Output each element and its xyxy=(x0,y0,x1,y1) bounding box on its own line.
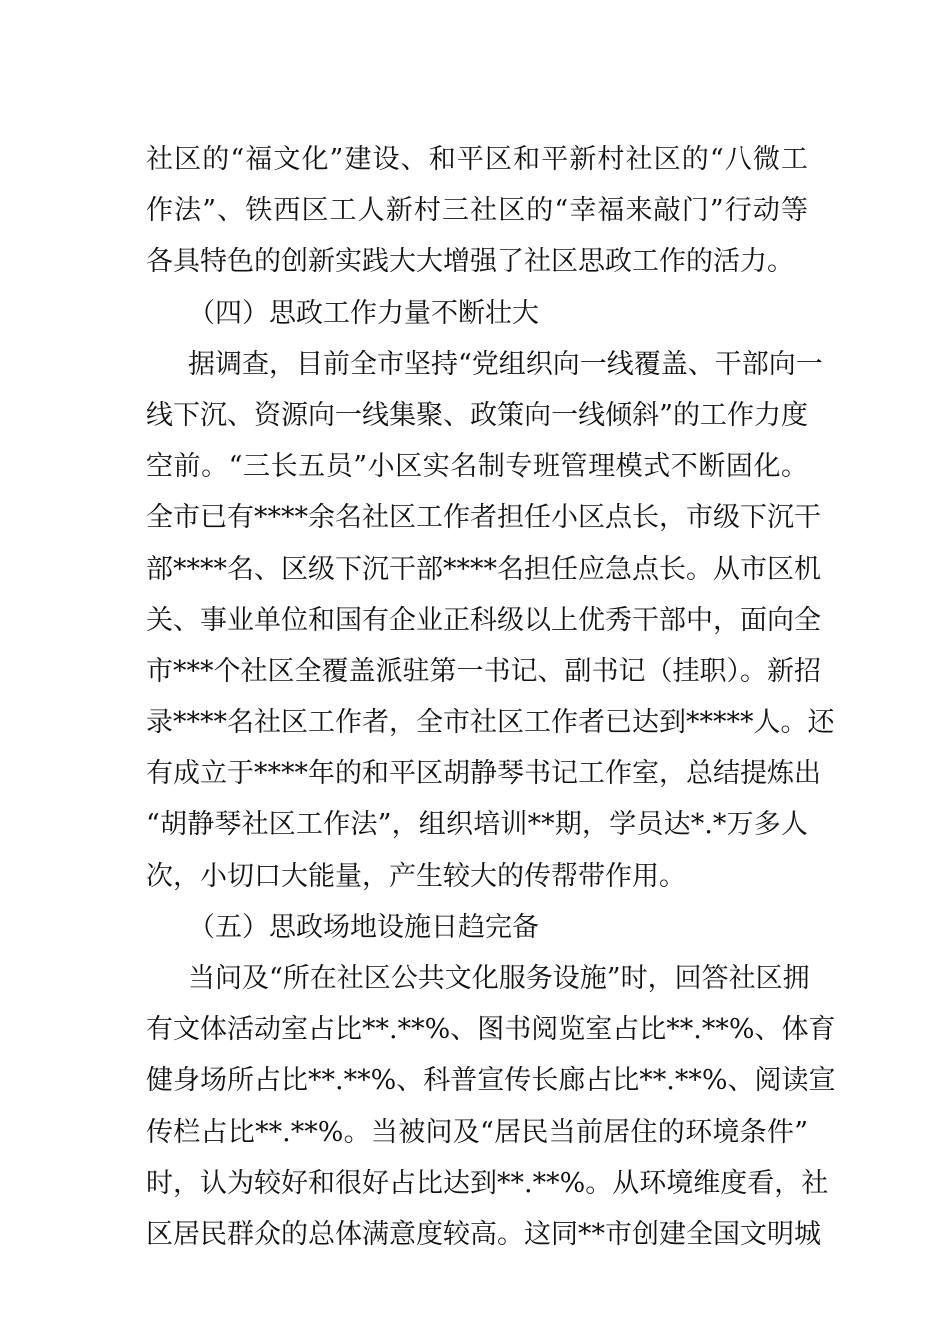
text-line: 区居民群众的总体满意度较高。这同**市创建全国文明城 xyxy=(146,1218,821,1250)
text-line: 空前。“三长五员”小区实名制专班管理模式不断固化。 xyxy=(146,451,808,483)
document-body xyxy=(146,134,836,1260)
section-heading: （五）思政场地设施日趋完备 xyxy=(188,911,539,943)
text-line: 市***个社区全覆盖派驻第一书记、副书记（挂职）。新招 xyxy=(146,655,821,687)
text-line: 社区的“福文化”建设、和平区和平新村社区的“八微工 xyxy=(146,144,808,175)
text-line: 据调查，目前全市坚持“党组织向一线覆盖、干部向一 xyxy=(188,348,823,380)
text-line: 关、事业单位和国有企业正科级以上优秀干部中，面向全 xyxy=(146,604,821,636)
text-line: 各具特色的创新实践大大增强了社区思政工作的活力。 xyxy=(146,246,794,278)
text-line: 部****名、区级下沉干部****名担任应急点长。从市区机 xyxy=(146,553,821,585)
text-line: “胡静琴社区工作法”，组织培训**期，学员达*.*万多人 xyxy=(146,809,808,841)
text-line: 有成立于****年的和平区胡静琴书记工作室，总结提炼出 xyxy=(146,758,821,790)
text-line: 时，认为较好和很好占比达到**.**%。从环境维度看，社 xyxy=(146,1167,829,1199)
text-line: 全市已有****余名社区工作者担任小区点长，市级下沉干 xyxy=(146,502,821,534)
text-line: 有文体活动室占比**.**%、图书阅览室占比**.**%、体育 xyxy=(146,1014,836,1046)
text-line: 当问及“所在社区公共文化服务设施”时，回答社区拥 xyxy=(188,963,810,994)
text-line: 线下沉、资源向一线集聚、政策向一线倾斜”的工作力度 xyxy=(146,399,808,431)
text-line: 传栏占比**.**%。当被问及“居民当前居住的环境条件” xyxy=(146,1116,808,1148)
text-line: 健身场所占比**.**%、科普宣传长廊占比**.**%、阅读宣 xyxy=(146,1065,836,1097)
text-line: 作法”、铁西区工人新村三社区的“幸福来敲门”行动等 xyxy=(146,195,808,227)
text-line: 录****名社区工作者，全市社区工作者已达到*****人。还 xyxy=(146,707,835,739)
text-line: 次，小切口大能量，产生较大的传帮带作用。 xyxy=(146,860,686,892)
section-heading: （四）思政工作力量不断壮大 xyxy=(188,297,539,329)
